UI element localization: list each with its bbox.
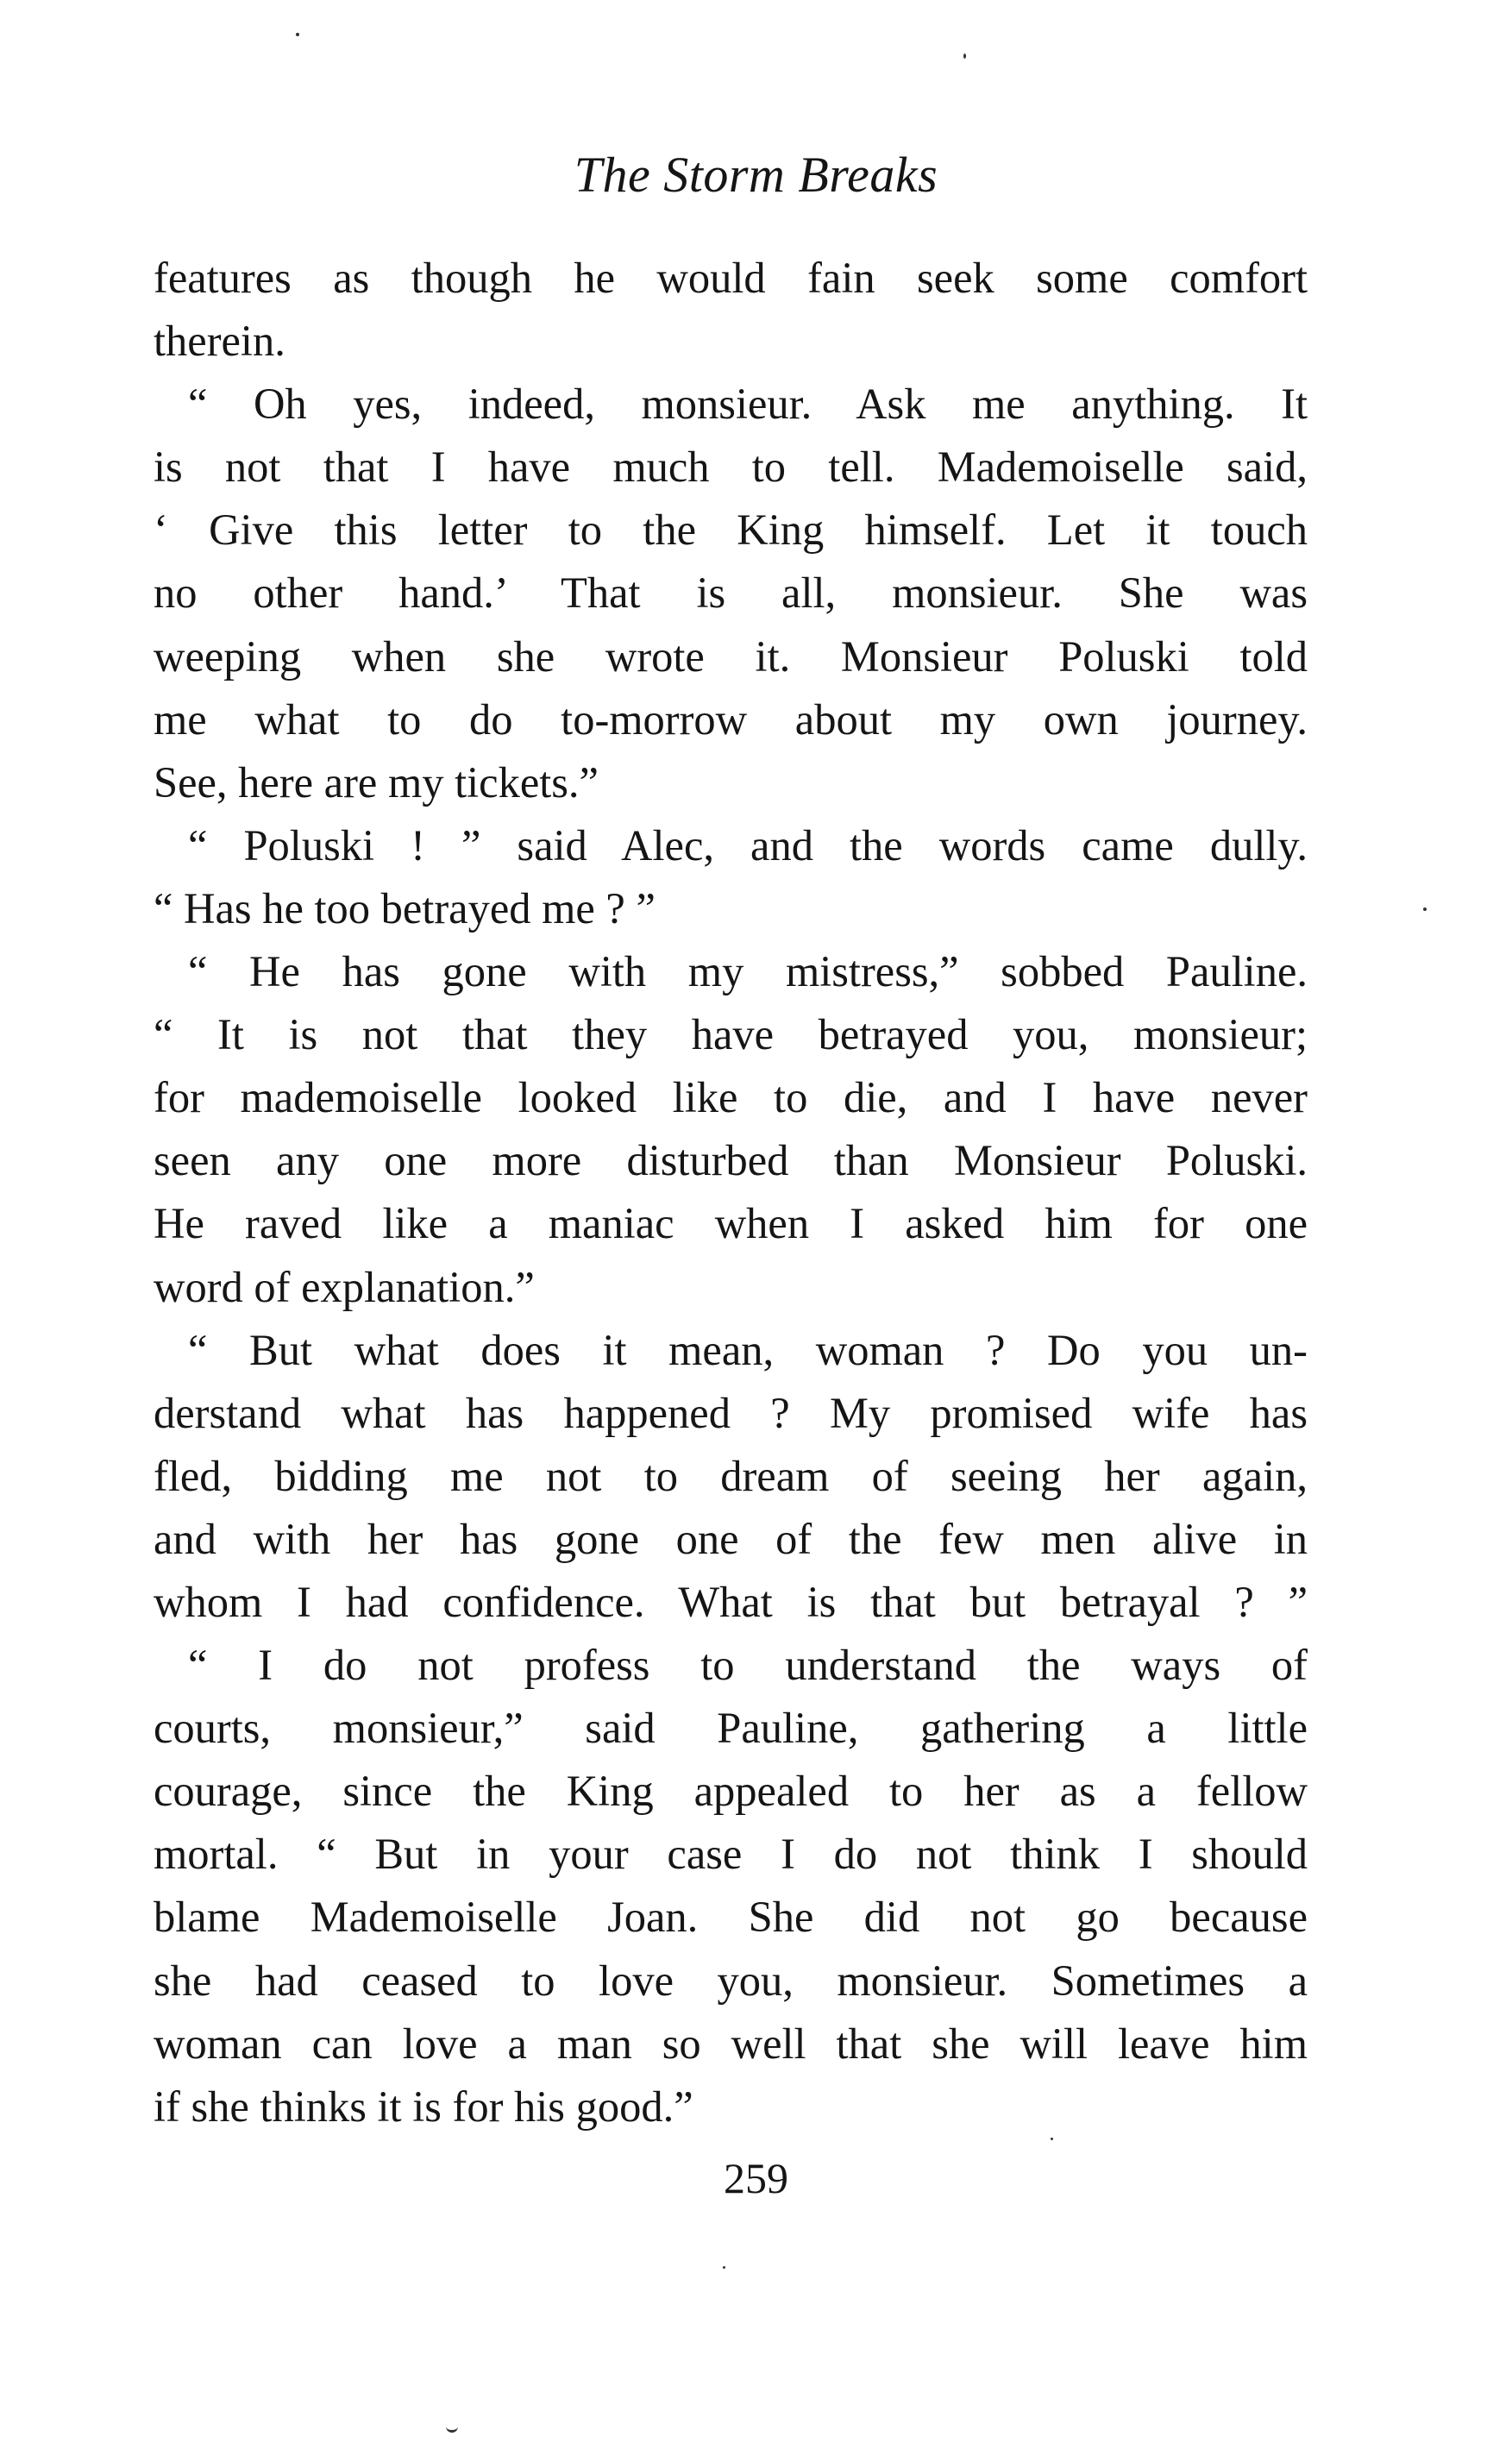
text-line: “ It is not that they have betrayed you, monsieur;: [154, 1010, 1308, 1059]
text-line: mortal. “ But in your case I do not think I should: [154, 1830, 1308, 1879]
text-line: See, here are my tickets.”: [154, 757, 599, 807]
text-line: for mademoiselle looked like to die, and I have never: [154, 1073, 1308, 1122]
text-line: He raved like a maniac when I asked him for one: [154, 1199, 1308, 1248]
text-line: features as though he would fain seek some comfort: [154, 254, 1308, 302]
text-line: woman can love a man so well that she will leave him: [154, 2019, 1308, 2068]
scan-speck: [296, 33, 299, 36]
scan-speck: [963, 53, 966, 59]
scan-speck: [1423, 907, 1427, 911]
text-line: word of explanation.”: [154, 1262, 535, 1311]
text-line: courts, monsieur,” said Pauline, gathering a little: [154, 1704, 1308, 1753]
text-line: fled, bidding me not to dream of seeing her again,: [154, 1451, 1308, 1500]
text-line: whom I had confidence. What is that but betrayal ? ”: [154, 1577, 1308, 1626]
text-line: me what to do to-morrow about my own journey.: [154, 694, 1308, 744]
text-line: if she thinks it is for his good.”: [154, 2082, 693, 2131]
text-line: “ But what does it mean, woman ? Do you un-: [188, 1325, 1308, 1374]
text-line: no other hand.’ That is all, monsieur. She was: [154, 568, 1308, 618]
text-line: “ Poluski ! ” said Alec, and the words came dully.: [188, 820, 1308, 870]
text-line: derstand what has happened ? My promised wife has: [154, 1388, 1308, 1437]
scan-speck: [446, 2426, 458, 2433]
text-line: and with her has gone one of the few men alive in: [154, 1514, 1308, 1563]
text-line: “ I do not profess to understand the ways of: [188, 1641, 1308, 1690]
text-line: ‘ Give this letter to the King himself. Let it touch: [154, 505, 1308, 555]
text-line: “ He has gone with my mistress,” sobbed Pauline.: [188, 947, 1308, 996]
text-line: “ Oh yes, indeed, monsieur. Ask me anything. It: [188, 380, 1308, 429]
body-text: [154, 247, 1308, 2138]
scan-speck: [723, 2266, 725, 2269]
text-line: weeping when she wrote it. Monsieur Poluski told: [154, 631, 1308, 681]
text-line: “ Has he too betrayed me ? ”: [154, 883, 656, 933]
running-head: The Storm Breaks: [574, 147, 938, 203]
text-line: therein.: [154, 317, 285, 366]
text-line: courage, since the King appealed to her as a fellow: [154, 1767, 1308, 1816]
text-line: blame Mademoiselle Joan. She did not go because: [154, 1893, 1308, 1942]
scan-speck: [1051, 2138, 1053, 2140]
page-number: 259: [724, 2154, 788, 2202]
text-line: seen any one more disturbed than Monsieur Poluski.: [154, 1136, 1308, 1185]
text-line: is not that I have much to tell. Mademoiselle said,: [154, 443, 1308, 492]
text-line: she had ceased to love you, monsieur. Sometimes a: [154, 1956, 1308, 2005]
